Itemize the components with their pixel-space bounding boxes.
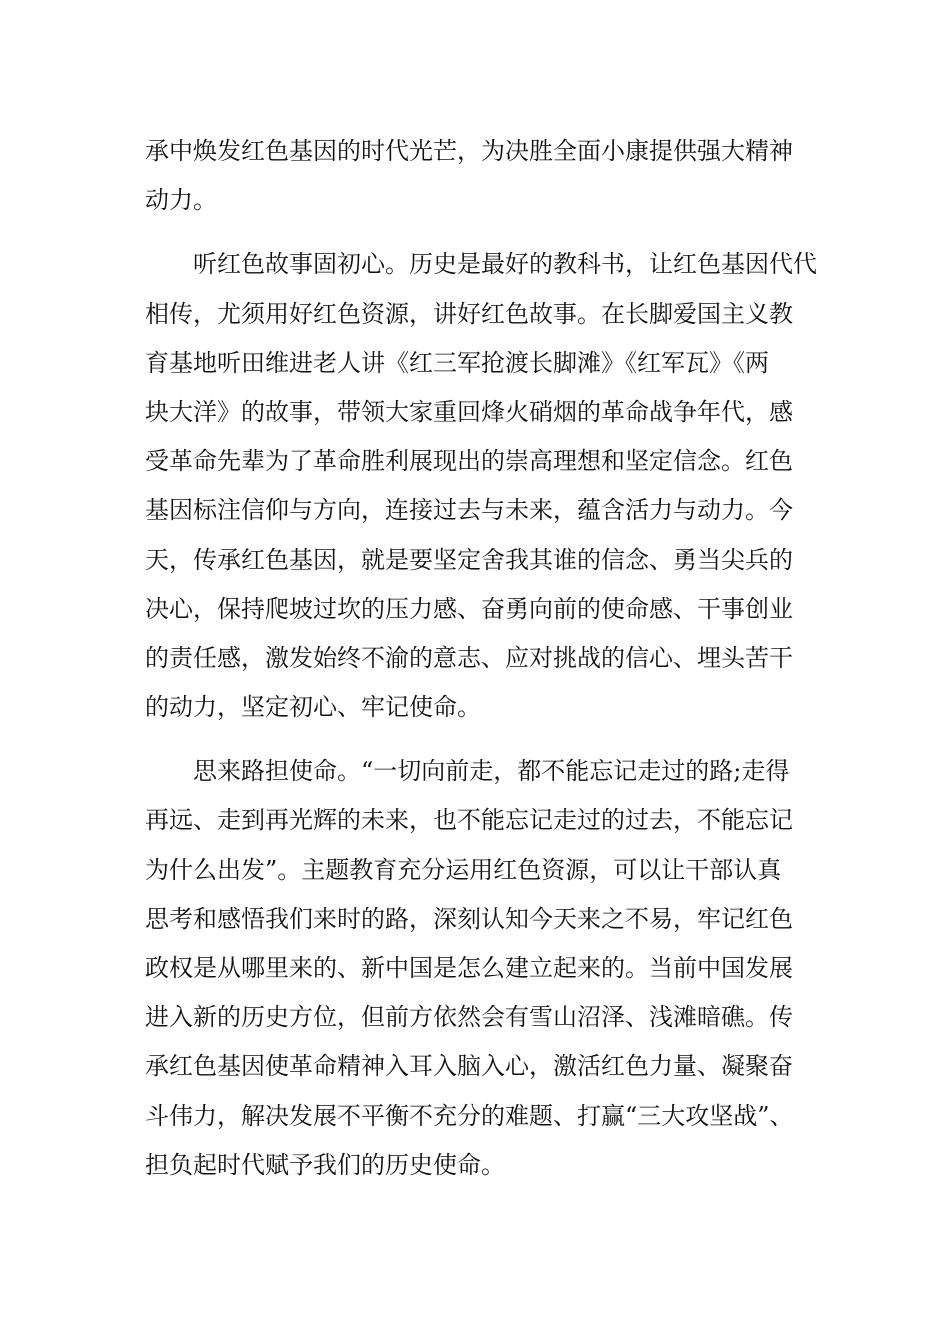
text-line: 基因标注信仰与方向，连接过去与未来，蕴含活力与动力。今 <box>145 496 793 525</box>
text-line: 相传，尤须用好红色资源，讲好红色故事。在长脚爱国主义教 <box>145 299 793 328</box>
paragraph-continuation <box>145 127 810 225</box>
text-line: 再远、走到再光辉的未来，也不能忘记走过的过去，不能忘记 <box>145 806 793 835</box>
text-line: 决心，保持爬坡过坎的压力感、奋勇向前的使命感、干事创业 <box>145 594 793 623</box>
paragraph-gap <box>145 732 810 747</box>
text-line: 斗伟力，解决发展不平衡不充分的难题、打赢“三大攻坚战”、 <box>145 1101 794 1130</box>
text-line: 块大洋》的故事，带领大家重回烽火硝烟的革命战争年代，感 <box>145 397 793 426</box>
text-line: 天，传承红色基因，就是要坚定舍我其谁的信念、勇当尖兵的 <box>145 545 793 574</box>
text-line: 的责任感，激发始终不渝的意志、应对挑战的信心、埋头苦干 <box>145 643 793 672</box>
text-line: 为什么出发”。主题教育充分运用红色资源，可以让干部认真 <box>145 855 782 884</box>
text-line: 政权是从哪里来的、新中国是怎么建立起来的。当前中国发展 <box>145 954 793 982</box>
text-line: 思考和感悟我们来时的路，深刻认知今天来之不易，牢记红色 <box>145 904 793 933</box>
body-text <box>145 127 817 1190</box>
text-line: 思来路担使命。“一切向前走，都不能忘记走过的路;走得 <box>193 757 790 786</box>
text-line: 担负起时代赋予我们的历史使命。 <box>145 1150 505 1179</box>
text-line: 承红色基因使革命精神入耳入脑入心，激活红色力量、凝聚奋 <box>145 1052 793 1081</box>
text-line: 的动力，坚定初心、牢记使命。 <box>145 693 481 722</box>
text-line: 育基地听田维进老人讲《红三军抢渡长脚滩》《红军瓦》《两 <box>145 348 769 377</box>
paragraph-mission <box>145 747 810 1190</box>
text-line: 受革命先辈为了革命胜利展现出的崇高理想和坚定信念。红色 <box>145 447 793 476</box>
text-line: 进入新的历史方位，但前方依然会有雪山沼泽、浅滩暗礁。传 <box>145 1003 793 1032</box>
paragraph-red-stories <box>145 240 817 732</box>
text-line: 动力。 <box>145 186 217 215</box>
paragraph-gap <box>145 225 810 240</box>
text-line: 听红色故事固初心。历史是最好的教科书，让红色基因代代 <box>193 250 817 279</box>
text-line: 承中焕发红色基因的时代光芒，为决胜全面小康提供强大精神 <box>145 137 793 165</box>
